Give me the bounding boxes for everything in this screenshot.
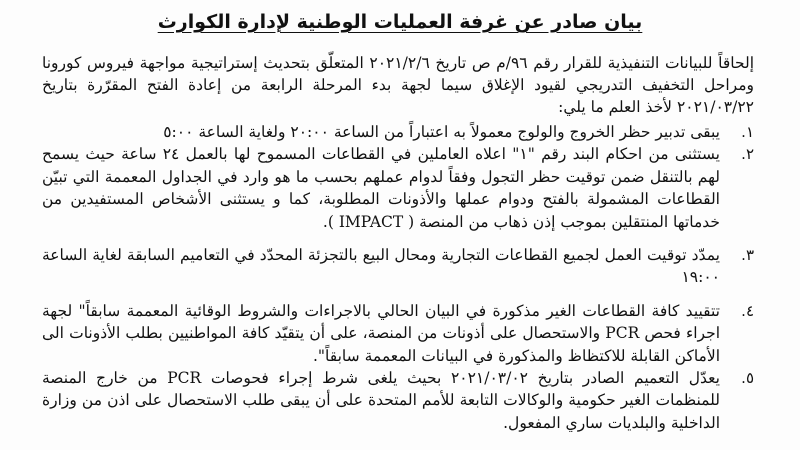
list-item xyxy=(42,244,754,289)
item-text: يمدّد توقيت العمل لجميع القطاعات التجارية ومحال البيع بالتجزئة المحدّد في التعاميم السابقة لغاية الساعة ١٩:٠٠ xyxy=(42,246,720,287)
item-number: ٤. xyxy=(741,301,754,320)
intro-paragraph: إلحاقاً للبيانات التنفيذية للقرار رقم ٩٦/م ص تاريخ ٢٠٢١/٢/٦ المتعلّق بتحديث إستراتيجية مواجهة فيروس كورونا ومراحل التخفيف التدريجي لقيود الإغلاق سيما لجهة بدء المرحلة الرابعة من إعادة الفتح المقرّرة بتاريخ ٢٠٢١/٠٣/٢٢ لأخذ العلم ما يلي: xyxy=(42,54,754,116)
item-number: ١. xyxy=(741,123,754,141)
list-item xyxy=(42,121,754,143)
numbered-list xyxy=(42,121,754,434)
item-text: يبقى تدبير حظر الخروج والولوج معمولاً به اعتباراً من الساعة ٢٠:٠٠ ولغاية الساعة ٥:٠٠ xyxy=(163,123,720,141)
list-item xyxy=(42,143,754,233)
item-number: ٢. xyxy=(741,145,754,164)
item-number: ٣. xyxy=(741,246,754,265)
document-title xyxy=(0,8,800,36)
item-text: يعدّل التعميم الصادر بتاريخ ٢٠٢١/٠٣/٠٢ بحيث يلغى شرط إجراء فحوصات PCR من خارج المنصة للمنظمات الغير حكومية والوكالات التابعة للأمم المتحدة على أن يبقى طلب الاستحصال على اذن من وزارة الداخلية والبلديات ساري المفعول. xyxy=(42,369,720,432)
item-text: يستثنى من احكام البند رقم "١" اعلاه العاملين في القطاعات المسموح لها بالعمل ٢٤ ساعة حيث يسمح لهم بالتنقل ضمن توقيت حظر التجول وفقاً لدوام عملهم بحسب ما هو وارد في الجداول المعممة التي تبيّن القطاعات المشمولة بالفتح ودوام عملها والأذونات المطلوبة، كما و يستثنى الأشخاص المستفيدين من خدماتها المنتقلين بموجب إذن ذهاب من المنصة ( IMPACT ). xyxy=(42,145,720,231)
list-item xyxy=(42,300,754,367)
item-number: ٥. xyxy=(741,369,754,388)
list-item xyxy=(42,367,754,434)
item-text: تتقييد كافة القطاعات الغير مذكورة في البيان الحالي بالاجراءات والشروط الوقائية المعممة سابقاً" لجهة اجراء فحص PCR والاستحصال على أذونات من المنصة، على أن يتقيّد كافة المواطنيين بطلب الأذونات الى الأماكن القابلة للاكتظاظ والمذكورة في البيانات المعممة سابقاً". xyxy=(42,301,720,365)
document-title-text: بيان صادر عن غرفة العمليات الوطنية لإدارة الكوارث xyxy=(157,11,643,33)
